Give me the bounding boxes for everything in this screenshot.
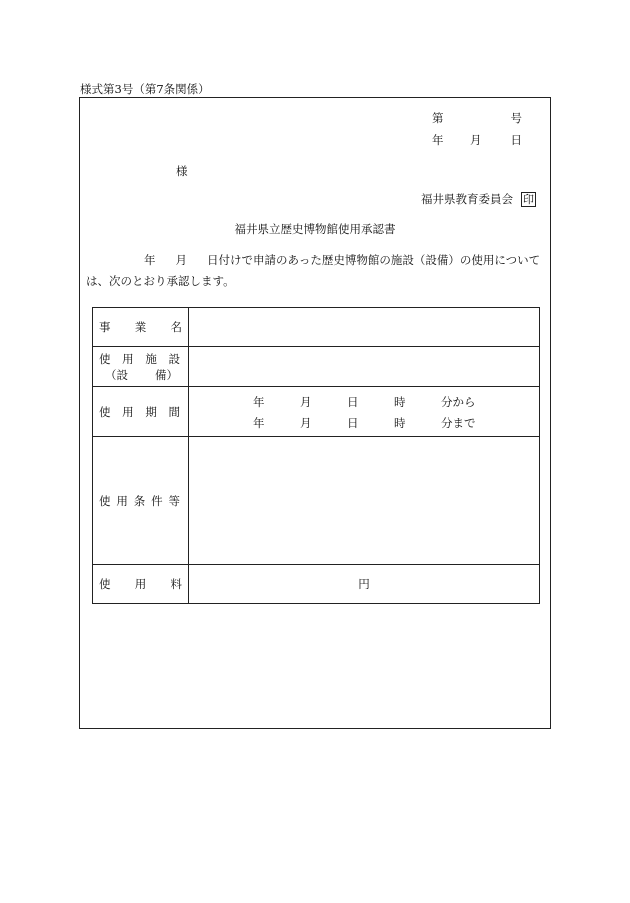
issuer bbox=[421, 191, 536, 207]
doc-number-suffix: 号 bbox=[510, 111, 522, 125]
form-number-label: 様式第3号（第7条関係） bbox=[80, 82, 210, 96]
doc-date-month: 月 bbox=[470, 133, 482, 147]
body-text bbox=[86, 250, 548, 292]
value-conditions[interactable] bbox=[189, 437, 540, 565]
label-facility: 使 用 施 設 （設 備） bbox=[93, 347, 189, 387]
fee-unit: 円 bbox=[358, 577, 370, 591]
value-fee[interactable] bbox=[189, 565, 540, 604]
body-year: 年 bbox=[144, 253, 156, 267]
body-line1-end: て bbox=[528, 253, 541, 267]
issuer-name: 福井県教育委員会 bbox=[421, 192, 513, 206]
form-frame bbox=[79, 97, 551, 729]
table-row-period bbox=[93, 387, 540, 437]
label-period: 使 用 期 間 bbox=[93, 387, 189, 437]
value-period[interactable] bbox=[189, 387, 540, 437]
body-line1: 日付けで申請のあった歴史博物館の施設（設備）の使用につい bbox=[207, 253, 529, 267]
label-conditions: 使 用 条 件 等 bbox=[93, 437, 189, 565]
table-row-conditions bbox=[93, 437, 540, 565]
table-row-facility bbox=[93, 347, 540, 387]
details-table bbox=[92, 307, 540, 604]
doc-number-prefix: 第 bbox=[432, 111, 444, 125]
label-project-name: 事 業 名 bbox=[93, 308, 189, 347]
label-fee: 使 用 料 bbox=[93, 565, 189, 604]
table-row-project bbox=[93, 308, 540, 347]
seal-mark: 印 bbox=[523, 193, 534, 206]
body-month: 月 bbox=[175, 253, 187, 267]
doc-date-year: 年 bbox=[432, 133, 444, 147]
value-project-name[interactable] bbox=[189, 308, 540, 347]
addressee[interactable]: 様 bbox=[176, 164, 188, 178]
doc-date-day: 日 bbox=[510, 133, 522, 147]
document-title: 福井県立歴史博物館使用承認書 bbox=[234, 222, 396, 236]
period-from: 年 月 日 時 分から bbox=[253, 394, 476, 409]
table-row-fee bbox=[93, 565, 540, 604]
body-line2: は、次のとおり承認します。 bbox=[86, 274, 235, 288]
period-to: 年 月 日 時 分まで bbox=[253, 415, 476, 430]
value-facility[interactable] bbox=[189, 347, 540, 387]
